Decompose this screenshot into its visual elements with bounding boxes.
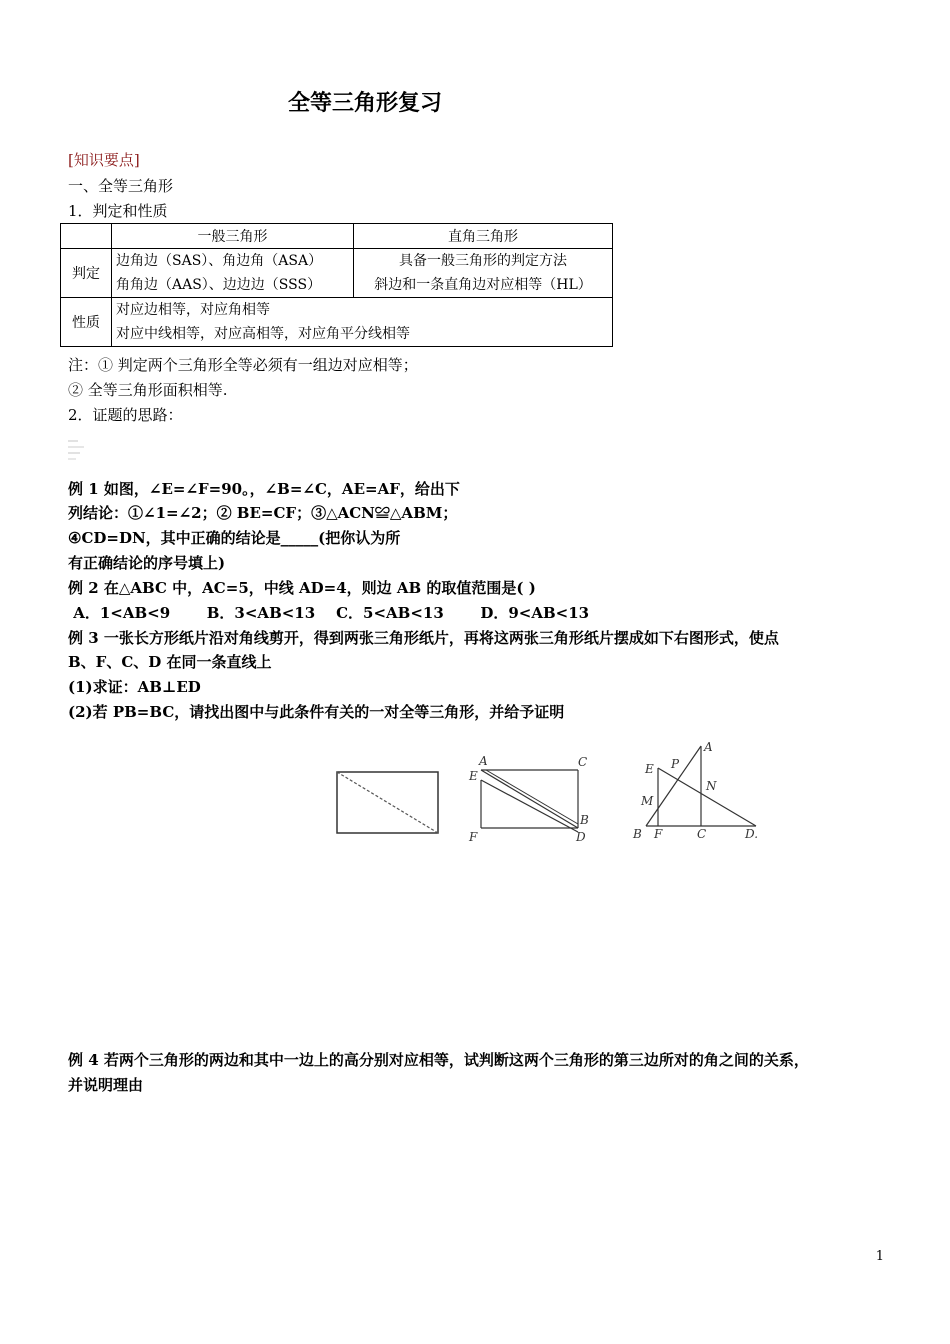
dashed-diagonal — [337, 772, 438, 833]
note-2: ② 全等三角形面积相等. — [68, 381, 228, 399]
note-1: 注：① 判定两个三角形全等必须有一组边对应相等； — [68, 356, 418, 374]
label-F: F — [654, 827, 663, 841]
table-cell-general-criteria — [112, 249, 354, 298]
properties-line2: 对应中线相等，对应高相等，对应角平分线相等 — [116, 326, 410, 342]
table-header-general: 一般三角形 — [112, 224, 354, 249]
label-E: E — [645, 762, 654, 776]
example1-line1: 例 1 如图，∠E=∠F=90。，∠B=∠C，AE=AF，给出下 — [68, 480, 460, 498]
criteria-table — [60, 223, 613, 347]
heading-congruent-triangles: 一、全等三角形 — [68, 177, 174, 195]
label-A: A — [479, 754, 488, 768]
page-number: 1 — [875, 1249, 884, 1264]
example3-part1: (1)求证：AB⊥ED — [68, 678, 201, 696]
example4-line1: 例 4 若两个三角形的两边和其中一边上的高分别对应相等，试判断这两个三角形的第三边所对的角之间的关系， — [68, 1051, 809, 1069]
label-E: E — [469, 769, 478, 783]
general-criteria-line1: 边角边（SAS）、角边角（ASA） — [116, 253, 323, 269]
faded-thumbnail-image — [68, 436, 88, 466]
table-header-right: 直角三角形 — [354, 224, 613, 249]
example2-options: A．1<AB<9 B．3<AB<13 C．5<AB<13 D．9<AB<13 — [68, 604, 590, 622]
table-cell-right-criteria — [354, 249, 613, 298]
label-F: F — [469, 830, 478, 844]
example3-line1: 例 3 一张长方形纸片沿对角线剪开，得到两张三角形纸片，再将这两张三角形纸片摆成如下右图形式，使点 — [68, 629, 779, 647]
figure-overlapping-triangles — [628, 738, 768, 846]
label-C: C — [578, 755, 588, 769]
table-row-label-criteria: 判定 — [61, 249, 112, 298]
general-criteria-line2: 角角边（AAS）、边边边（SSS） — [116, 277, 322, 293]
properties-line1: 对应边相等，对应角相等 — [116, 302, 270, 318]
label-C: C — [697, 827, 707, 841]
label-N: N — [706, 779, 717, 793]
label-D: D — [576, 830, 586, 844]
example1-line4: 有正确结论的序号填上) — [68, 554, 226, 572]
label-P: P — [671, 757, 680, 771]
section-header: [知识要点] — [68, 151, 140, 169]
table-cell-properties — [112, 298, 613, 347]
label-M: M — [641, 794, 654, 808]
right-criteria-line2: 斜边和一条直角边对应相等（HL） — [374, 277, 592, 293]
page-title: 全等三角形复习 — [287, 91, 442, 116]
example4-line2: 并说明理由 — [68, 1076, 144, 1094]
label-D: D. — [745, 827, 759, 841]
figure-rectangle-diagonal — [330, 765, 445, 840]
right-criteria-line1: 具备一般三角形的判定方法 — [399, 253, 567, 269]
example1-line2: 列结论：①∠1=∠2；② BE=CF；③△ACN≌△ABM； — [68, 504, 458, 522]
table-corner-cell — [61, 224, 112, 249]
figure-two-triangles — [462, 752, 597, 847]
example2-question: 例 2 在△ABC 中，AC=5，中线 AD=4，则边 AB 的取值范围是( ) — [68, 579, 536, 597]
example1-line3: ④CD=DN，其中正确的结论是_____(把你认为所 — [68, 529, 401, 547]
heading-criteria-properties: 1．判定和性质 — [68, 202, 168, 220]
table-row-label-properties: 性质 — [61, 298, 112, 347]
label-B: B — [633, 827, 642, 841]
example3-part2: (2)若 PB=BC，请找出图中与此条件有关的一对全等三角形，并给予证明 — [68, 703, 565, 721]
label-B: B — [580, 813, 589, 827]
example3-line2: B、F、C、D 在同一条直线上 — [68, 653, 272, 671]
heading-proof-ideas: 2．证题的思路： — [68, 406, 183, 424]
label-A: A — [704, 740, 713, 754]
